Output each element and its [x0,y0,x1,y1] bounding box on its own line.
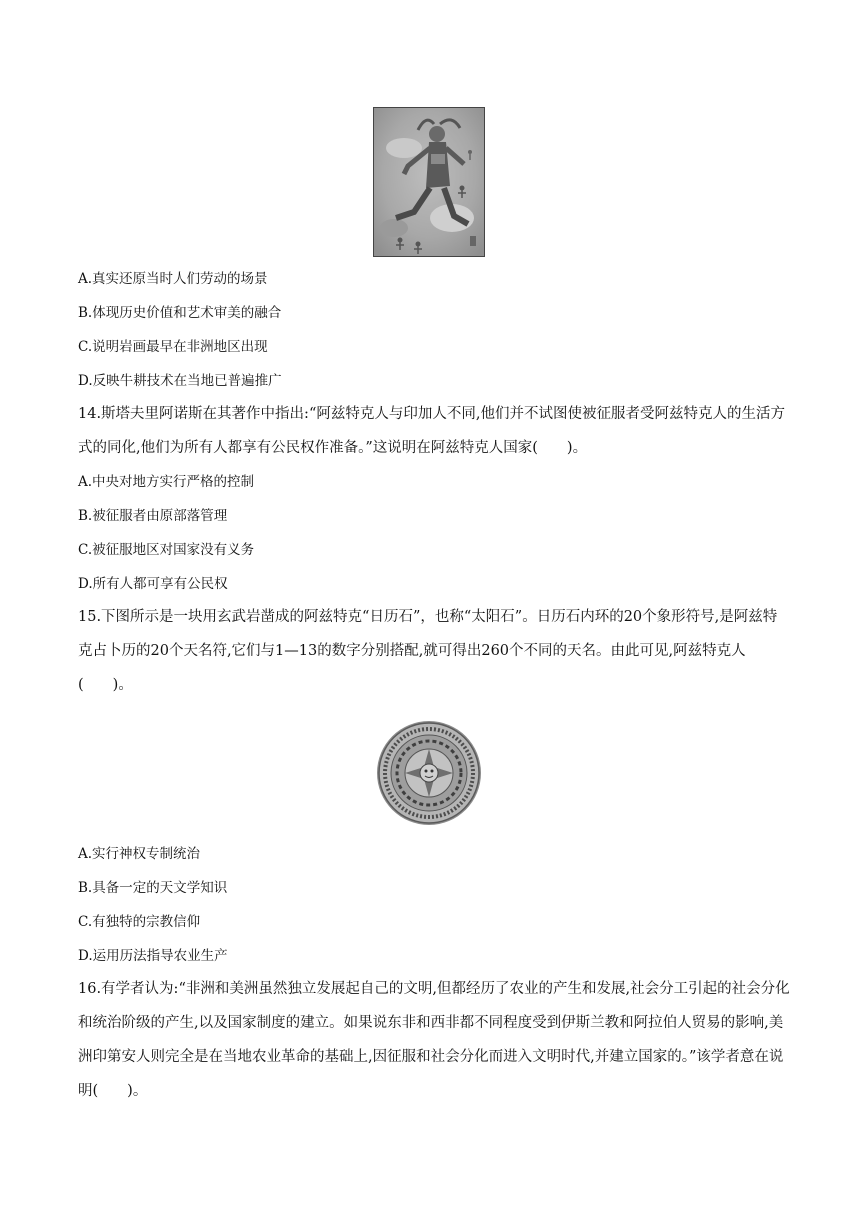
q15-option-d: D.运用历法指导农业生产 [78,948,228,964]
q15-option-a: A.实行神权专制统治 [78,846,201,862]
q15-option-b: B.具备一定的天文学知识 [78,880,228,896]
q14-option-b: B.被征服者由原部落管理 [78,508,228,524]
q16-stem: 16.有学者认为:“非洲和美洲虽然独立发展起自己的文明,但都经历了农业的产生和发展,社会分工引起的社会分化和统治阶级的产生,以及国家制度的建立。如果说东非和西非都不同程度受到伊斯兰教和阿拉伯人贸易的影响,美洲印第安人则完全是在当地农业革命的基础上,因征服和社会分化而进入文明时代,并建立国家的。”该学者意在说明( )。 [78,981,790,1099]
rock-painting-image [373,107,485,257]
sun-stone-image [376,720,482,826]
q14-option-c: C.被征服地区对国家没有义务 [78,542,255,558]
q13-option-c: C.说明岩画最早在非洲地区出现 [78,339,268,355]
q13-option-d: D.反映牛耕技术在当地已普遍推广 [78,373,282,389]
q14-option-a: A.中央对地方实行严格的控制 [78,474,255,490]
q15-stem: 15.下图所示是一块用玄武岩凿成的阿兹特克“日历石”，也称“太阳石”。日历石内环的20个象形符号,是阿兹特克占卜历的20个天名符,它们与1—13的数字分别搭配,就可得出260个不同的天名。由此可见,阿兹特克人( )。 [78,609,778,693]
q13-option-b: B.体现历史价值和艺术审美的融合 [78,305,282,321]
q14-stem: 14.斯塔夫里阿诺斯在其著作中指出:“阿兹特克人与印加人不同,他们并不试图使被征服者受阿兹特克人的生活方式的同化,他们为所有人都享有公民权作准备。”这说明在阿兹特克人国家( )。 [78,406,785,456]
q14-option-d: D.所有人都可享有公民权 [78,576,228,592]
q15-option-c: C.有独特的宗教信仰 [78,914,201,930]
q13-option-a: A.真实还原当时人们劳动的场景 [78,271,268,287]
